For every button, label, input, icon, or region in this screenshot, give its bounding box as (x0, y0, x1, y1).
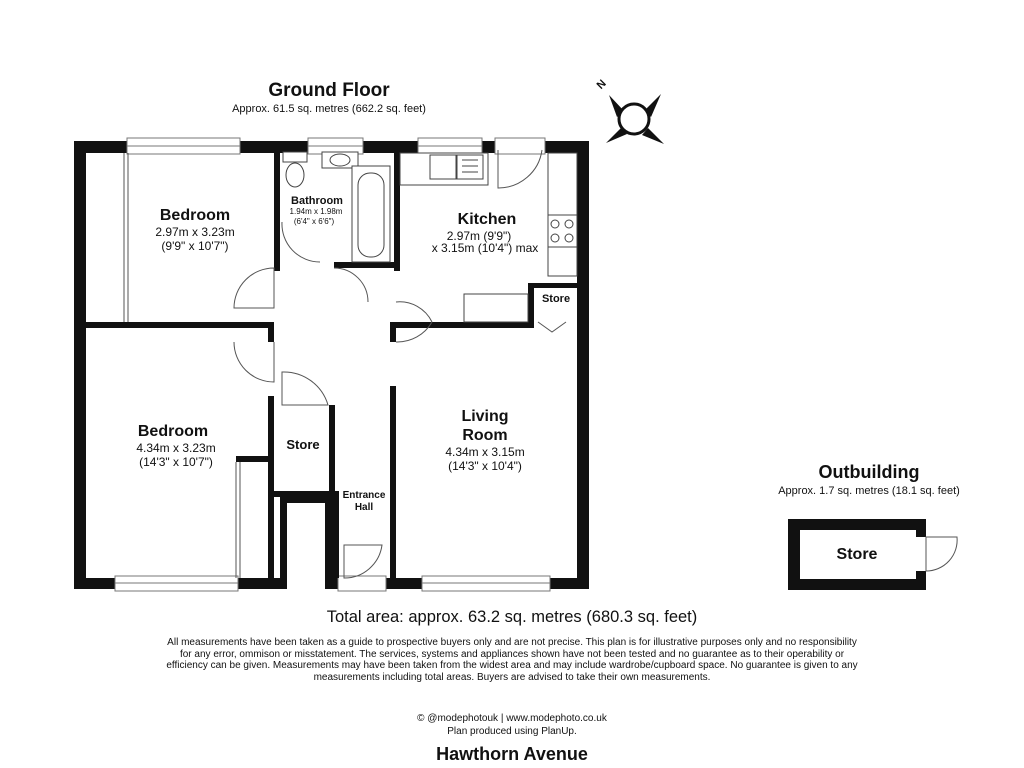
ground-floor-area: Approx. 61.5 sq. metres (662.2 sq. feet) (232, 103, 426, 115)
plan-produced-note: Plan produced using PlanUp. (447, 726, 577, 737)
ground-floor-plan (74, 138, 589, 591)
kitchen-dim-metric: 2.97m (9'9") (446, 229, 512, 243)
ground-floor-title: Ground Floor (268, 80, 390, 101)
kitchen-sink-icon (430, 155, 456, 179)
compass-icon (595, 78, 664, 144)
bathroom-dim-imperial: (6'4" x 6'6") (293, 217, 335, 226)
bedroom-2-dim-imperial: (14'3" x 10'7") (139, 455, 213, 469)
total-area: Total area: approx. 63.2 sq. metres (680.3 sq. feet) (326, 608, 698, 626)
living-room-dim-imperial: (14'3" x 10'4") (448, 459, 522, 473)
bedroom-2-dim-metric: 4.34m x 3.23m (136, 441, 216, 455)
hob-icon (548, 215, 577, 247)
kitchen-name: Kitchen (457, 211, 517, 228)
outer-wall-right (577, 141, 589, 589)
outbuilding-area: Approx. 1.7 sq. metres (18.1 sq. feet) (778, 485, 960, 497)
entrance-hall-label-line2: Hall (354, 502, 374, 513)
bathroom-dim-metric: 1.94m x 1.98m (289, 207, 343, 216)
bedroom-2-name: Bedroom (137, 423, 209, 440)
store-kitchen-label: Store (541, 293, 571, 305)
living-room-name-line2: Room (462, 427, 508, 444)
entrance-hall-label-line1: Entrance (342, 490, 386, 501)
outbuilding-door-swing (926, 537, 957, 571)
outbuilding-title: Outbuilding (818, 462, 920, 482)
bathroom-name: Bathroom (291, 195, 343, 207)
photographer-credit: © @modephotouk | www.modephoto.co.uk (417, 713, 607, 724)
compass-north-label: N (594, 77, 609, 92)
living-room-dim-metric: 4.34m x 3.15m (445, 445, 525, 459)
kitchen-dim-imperial: x 3.15m (10'4") max (431, 241, 539, 255)
bedroom-1-dim-metric: 2.97m x 3.23m (155, 225, 235, 239)
disclaimer-text: All measurements have been taken as a guide to prospective buyers only and are not precise. This plan is for illustrative purposes only and no responsibility for any error, ommison or misstatement. The services, systems and appliances shown have not been tested and no guarantee as to their operability or efficiency can be given. Measurements may have been taken from the widest area and may include wardrobe/cupboard space. No guarantee is given to any measurements including total areas. Buyers are advised to take their own measurements. (166, 637, 858, 683)
outbuilding-plan (788, 519, 957, 590)
toilet-icon (286, 163, 304, 187)
bedroom-1-name: Bedroom (159, 207, 231, 224)
outbuilding-store-label: Store (836, 546, 878, 563)
living-room-name-line1: Living (461, 408, 509, 425)
outer-wall-left (74, 141, 86, 589)
property-address: Hawthorn Avenue (436, 744, 588, 764)
store-hall-label: Store (286, 437, 320, 452)
bedroom-1-dim-imperial: (9'9" x 10'7") (161, 239, 229, 253)
